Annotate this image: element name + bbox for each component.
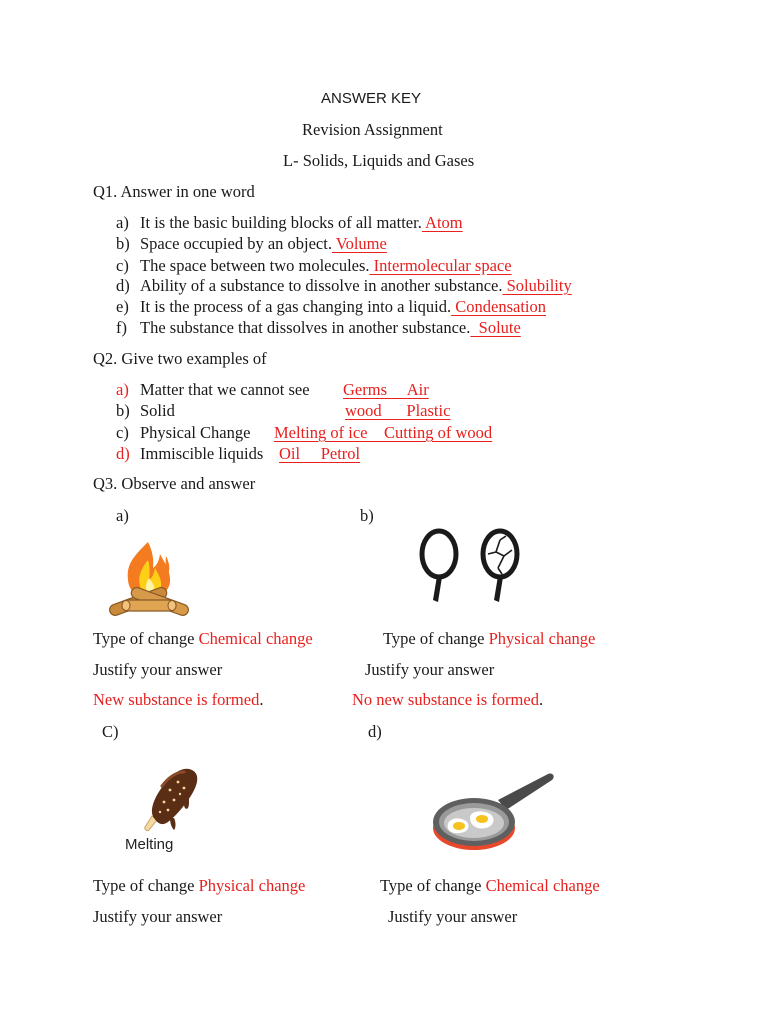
q1-item-text: The substance that dissolves in another substance. xyxy=(140,318,471,337)
justify-label: Justify your answer xyxy=(388,907,518,926)
q2-item-answer: Melting of ice Cutting of wood xyxy=(274,423,493,442)
type-of-change-label: Type of change xyxy=(93,629,195,648)
q1-item-label: e) xyxy=(116,297,129,316)
q3-part-d-label: d) xyxy=(368,722,382,741)
justify-label: Justify your answer xyxy=(93,907,223,926)
q1-item-text: Space occupied by an object. xyxy=(140,234,332,253)
q1-item-text: It is the basic building blocks of all matter. xyxy=(140,213,422,232)
q2-item-answer: Oil Petrol xyxy=(279,444,361,463)
q1-item-label: b) xyxy=(116,234,130,253)
q1-item-answer: Solubility xyxy=(502,276,572,295)
q1-item xyxy=(116,213,463,233)
q1-item-label: a) xyxy=(116,213,129,232)
melting-icecream-icon xyxy=(140,764,210,834)
q3-part-b-label: b) xyxy=(360,506,374,525)
q1-item-text: The space between two molecules. xyxy=(140,256,370,275)
q1-item xyxy=(116,276,572,296)
q3-part-d-answer: Chemical change xyxy=(485,876,600,895)
q3-part-c-answer: Physical change xyxy=(198,876,306,895)
type-of-change-label: Type of change xyxy=(93,876,195,895)
justify-label: Justify your answer xyxy=(93,660,223,679)
q2-item-label: c) xyxy=(116,423,129,442)
q3-part-b-answer: Physical change xyxy=(488,629,596,648)
q1-item xyxy=(116,256,512,276)
q3-part-c-type xyxy=(93,876,305,896)
q2-item-text: Immiscible liquids xyxy=(140,444,264,463)
q3-part-a-answer: Chemical change xyxy=(198,629,313,648)
q1-item-label: d) xyxy=(116,276,130,295)
q3-part-c-label: C) xyxy=(102,722,119,741)
lesson-title: L- Solids, Liquids and Gases xyxy=(283,151,475,170)
answer-key-title: ANSWER KEY xyxy=(321,90,422,107)
reason-period: . xyxy=(538,690,544,709)
q3-part-a-reason xyxy=(93,690,263,710)
q2-item xyxy=(116,444,263,464)
campfire-icon xyxy=(104,538,194,616)
q1-item xyxy=(116,318,521,338)
q1-item-answer: Volume xyxy=(331,234,387,253)
q2-heading: Q2. Give two examples of xyxy=(93,349,267,368)
q2-item-label: a) xyxy=(116,380,129,399)
q3-part-a-reason-text: New substance is formed xyxy=(93,690,260,709)
q2-item xyxy=(116,401,175,421)
q2-item xyxy=(116,423,250,443)
q1-item-text: It is the process of a gas changing into a liquid. xyxy=(140,297,452,316)
q1-item-answer: Intermolecular space xyxy=(369,256,512,275)
q1-heading: Q1. Answer in one word xyxy=(93,182,255,201)
q2-item-text: Physical Change xyxy=(140,423,251,442)
q1-item xyxy=(116,234,387,254)
q2-item-answer: Germs Air xyxy=(343,380,429,399)
q3-part-b-reason-text: No new substance is formed xyxy=(352,690,539,709)
q3-heading: Q3. Observe and answer xyxy=(93,474,256,493)
q2-item-answer: wood Plastic xyxy=(345,401,451,420)
q1-item-answer: Condensation xyxy=(451,297,547,316)
q1-item-answer: Atom xyxy=(421,213,463,232)
mirror-icon xyxy=(414,528,524,604)
q2-item xyxy=(116,380,310,400)
type-of-change-label: Type of change xyxy=(383,629,485,648)
q1-item xyxy=(116,297,546,317)
q1-item-text: Ability of a substance to dissolve in another substance. xyxy=(140,276,503,295)
q3-part-b-type xyxy=(383,629,595,649)
q2-item-text: Matter that we cannot see xyxy=(140,380,310,399)
justify-label: Justify your answer xyxy=(365,660,495,679)
type-of-change-label: Type of change xyxy=(380,876,482,895)
q2-item-text: Solid xyxy=(140,401,175,420)
q1-item-answer: Solute xyxy=(470,318,521,337)
q3-part-a-label: a) xyxy=(116,506,129,525)
q3-part-a-type xyxy=(93,629,313,649)
frying-pan-icon xyxy=(430,770,558,854)
reason-period: . xyxy=(259,690,264,709)
q3-part-b-reason xyxy=(352,690,543,710)
q2-item-label: d) xyxy=(116,444,130,463)
assignment-title: Revision Assignment xyxy=(302,120,443,139)
q1-item-label: f) xyxy=(116,318,127,337)
q1-item-label: c) xyxy=(116,256,129,275)
q2-item-label: b) xyxy=(116,401,130,420)
melting-caption: Melting xyxy=(125,836,174,853)
q3-part-d-type xyxy=(380,876,600,896)
